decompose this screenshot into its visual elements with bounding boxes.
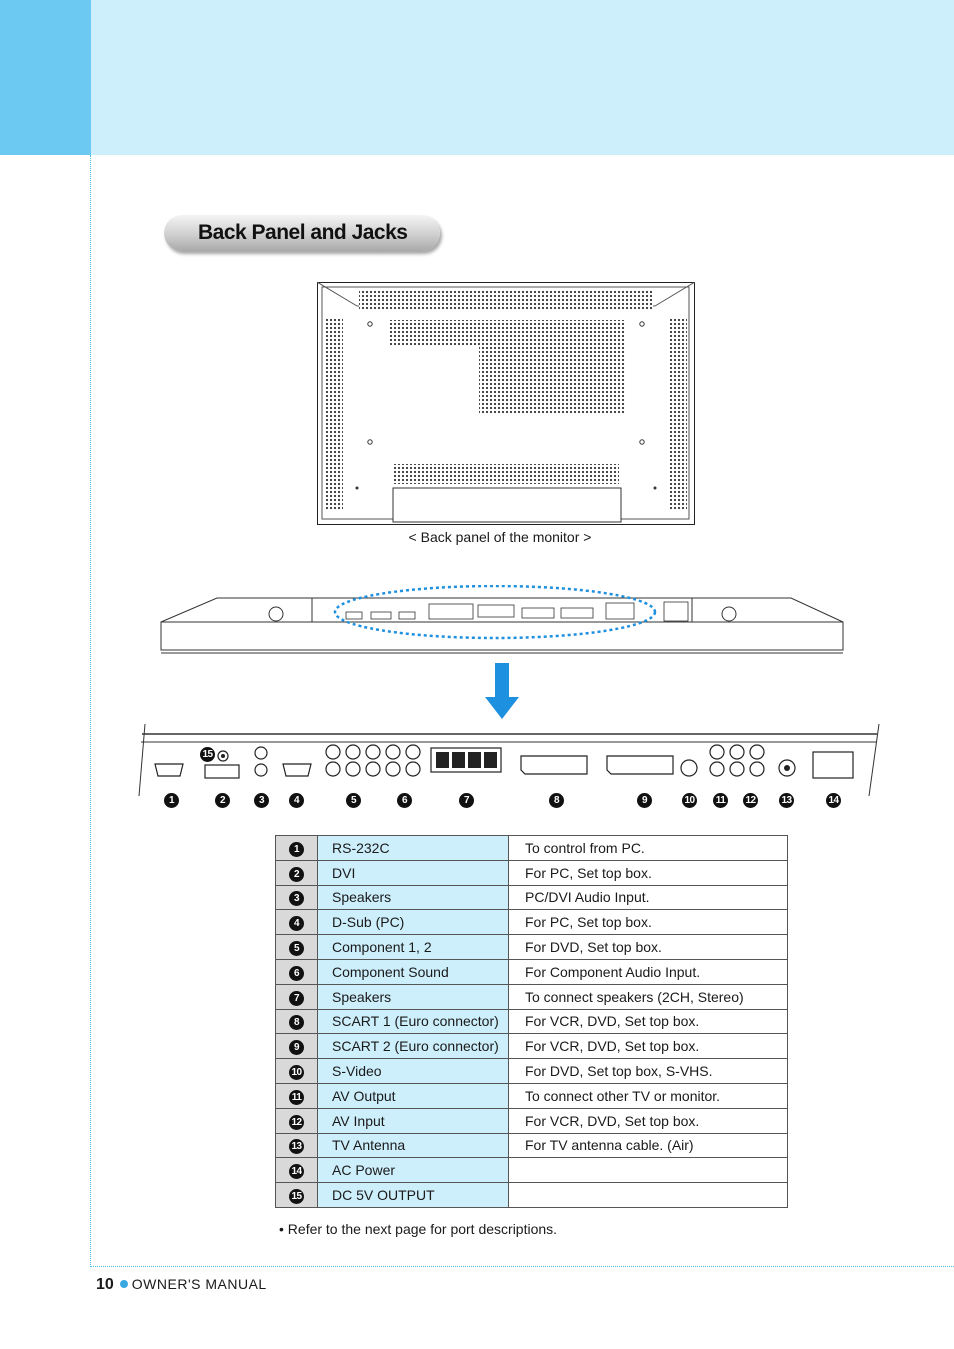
port-description: For PC, Set top box.: [509, 910, 788, 935]
table-row: [276, 1059, 788, 1084]
header-tab: [0, 0, 91, 155]
port-name: AV Input: [318, 1108, 509, 1133]
port-name: D-Sub (PC): [318, 910, 509, 935]
port-name: Component 1, 2: [318, 935, 509, 960]
row-number: 11: [289, 1090, 304, 1105]
jack-label: 9: [637, 793, 652, 808]
jack-label: 2: [215, 793, 230, 808]
port-description: To control from PC.: [509, 836, 788, 861]
jack-label: 8: [549, 793, 564, 808]
jack-label: 7: [459, 793, 474, 808]
jack-label: 11: [713, 793, 728, 808]
port-description: To connect speakers (2CH, Stereo): [509, 984, 788, 1009]
row-number: 9: [289, 1040, 304, 1055]
monitor-bottom-illustration: [159, 585, 847, 657]
row-number: 14: [289, 1164, 304, 1179]
jack-panel-illustration: [137, 722, 887, 796]
row-number: 4: [289, 916, 304, 931]
port-description: To connect other TV or monitor.: [509, 1083, 788, 1108]
port-description: For Component Audio Input.: [509, 959, 788, 984]
page-footer: [96, 1276, 267, 1294]
port-description: [509, 1158, 788, 1183]
jack-label: 1: [164, 793, 179, 808]
jack-label: 10: [682, 793, 697, 808]
row-number: 2: [289, 867, 304, 882]
port-name: DVI: [318, 860, 509, 885]
jack-label: 4: [289, 793, 304, 808]
jack-label: 15: [200, 747, 215, 762]
row-number: 10: [289, 1065, 304, 1080]
table-row: [276, 1108, 788, 1133]
port-name: SCART 1 (Euro connector): [318, 1009, 509, 1034]
bullet-dot-icon: [120, 1280, 128, 1288]
port-name: Component Sound: [318, 959, 509, 984]
table-row: [276, 836, 788, 861]
footer-label: OWNER'S MANUAL: [131, 1276, 267, 1292]
port-name: Speakers: [318, 885, 509, 910]
row-number: 3: [289, 891, 304, 906]
port-description: For TV antenna cable. (Air): [509, 1133, 788, 1158]
table-row: [276, 984, 788, 1009]
port-description: For DVD, Set top box.: [509, 935, 788, 960]
jack-label: 12: [743, 793, 758, 808]
port-table: [275, 835, 788, 1208]
jack-label: 3: [254, 793, 269, 808]
table-row: [276, 885, 788, 910]
page-number: 10: [96, 1276, 114, 1293]
jack-label: 13: [779, 793, 794, 808]
port-description: For VCR, DVD, Set top box.: [509, 1009, 788, 1034]
header-band: [0, 0, 954, 155]
port-description: For VCR, DVD, Set top box.: [509, 1034, 788, 1059]
port-name: AC Power: [318, 1158, 509, 1183]
jack-label: 5: [346, 793, 361, 808]
monitor-back-illustration: [317, 282, 697, 526]
row-number: 13: [289, 1139, 304, 1154]
table-row: [276, 860, 788, 885]
row-number: 7: [289, 991, 304, 1006]
margin-line-horizontal: [90, 1266, 954, 1267]
row-number: 8: [289, 1015, 304, 1030]
jack-label: 14: [826, 793, 841, 808]
section-title-pill: [164, 215, 440, 251]
table-row: [276, 959, 788, 984]
table-row: [276, 910, 788, 935]
table-row: [276, 1183, 788, 1208]
table-row: [276, 1083, 788, 1108]
port-description: For VCR, DVD, Set top box.: [509, 1108, 788, 1133]
row-number: 12: [289, 1115, 304, 1130]
port-description: PC/DVI Audio Input.: [509, 885, 788, 910]
table-row: [276, 1133, 788, 1158]
table-row: [276, 1009, 788, 1034]
row-number: 1: [289, 842, 304, 857]
row-number: 6: [289, 966, 304, 981]
jack-label: 6: [397, 793, 412, 808]
port-name: S-Video: [318, 1059, 509, 1084]
table-row: [276, 1158, 788, 1183]
section-title: Back Panel and Jacks: [198, 221, 408, 244]
footnote: • Refer to the next page for port descriptions.: [279, 1221, 558, 1237]
down-arrow-icon: [485, 663, 519, 721]
port-name: TV Antenna: [318, 1133, 509, 1158]
port-name: AV Output: [318, 1083, 509, 1108]
port-description: For PC, Set top box.: [509, 860, 788, 885]
row-number: 5: [289, 941, 304, 956]
row-number: 15: [289, 1189, 304, 1204]
table-row: [276, 1034, 788, 1059]
port-description: For DVD, Set top box, S-VHS.: [509, 1059, 788, 1084]
port-name: SCART 2 (Euro connector): [318, 1034, 509, 1059]
table-row: [276, 935, 788, 960]
port-name: RS-232C: [318, 836, 509, 861]
port-name: Speakers: [318, 984, 509, 1009]
figure-caption: < Back panel of the monitor >: [408, 529, 592, 545]
port-name: DC 5V OUTPUT: [318, 1183, 509, 1208]
port-description: [509, 1183, 788, 1208]
margin-line-vertical: [90, 155, 91, 1267]
